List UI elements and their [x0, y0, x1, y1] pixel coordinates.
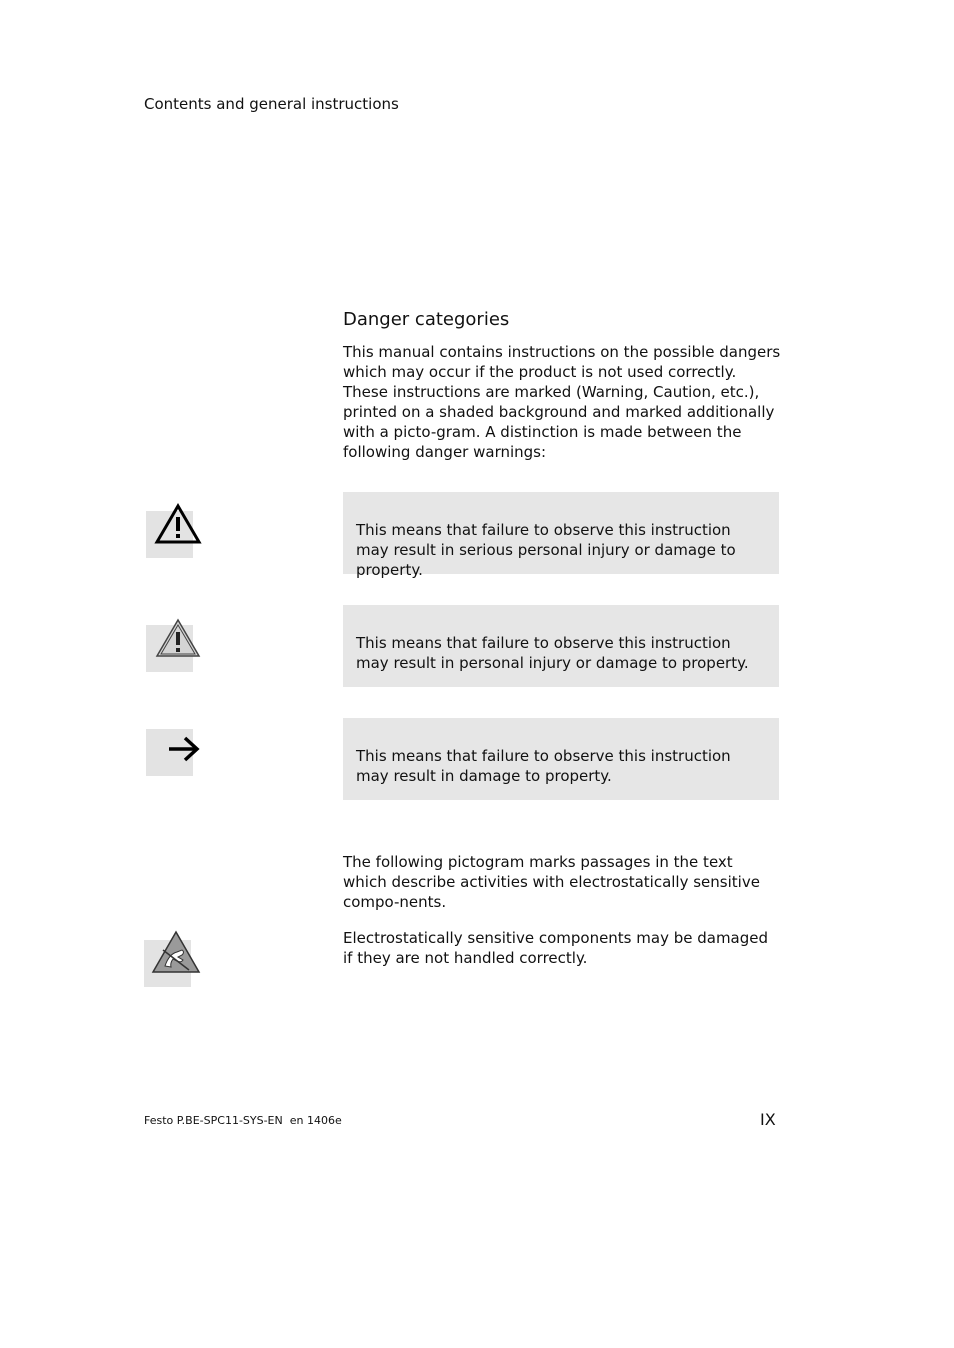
arrow-right-icon: [166, 735, 202, 763]
intro-paragraph: This manual contains instructions on the possible dangers which may occur if the product is not used correctly. These instructions are marked (Warning, Caution, etc.), printed on a shaded background and marked additionally with a picto-gram. A distinction is made between the following danger warnings:: [343, 343, 781, 461]
note-box: [343, 718, 779, 800]
section-title: Danger categories: [343, 309, 510, 330]
esd-paragraph: Electrostatically sensitive components may be damaged if they are not handled correctly.: [343, 929, 769, 967]
warning-triangle-icon: [154, 503, 202, 545]
warning-text: This means that failure to observe this instruction may result in serious personal injury or damage to property.: [356, 521, 736, 579]
caution-triangle-icon: [154, 617, 202, 659]
running-header: Contents and general instructions: [144, 95, 399, 113]
page-number: IX: [760, 1110, 776, 1129]
caution-box: [343, 605, 779, 687]
warning-box: [343, 492, 779, 579]
esd-icon: [151, 930, 201, 974]
footer-document-id: Festo P.BE-SPC11-SYS-EN en 1406e: [144, 1114, 342, 1127]
caution-text: This means that failure to observe this instruction may result in personal injury or damage to property.: [356, 634, 749, 672]
note-text: This means that failure to observe this instruction may result in damage to property.: [356, 747, 731, 785]
esd-intro-paragraph: The following pictogram marks passages in the text which describe activities with electrostatically sensitive compo-nents.: [343, 853, 760, 911]
